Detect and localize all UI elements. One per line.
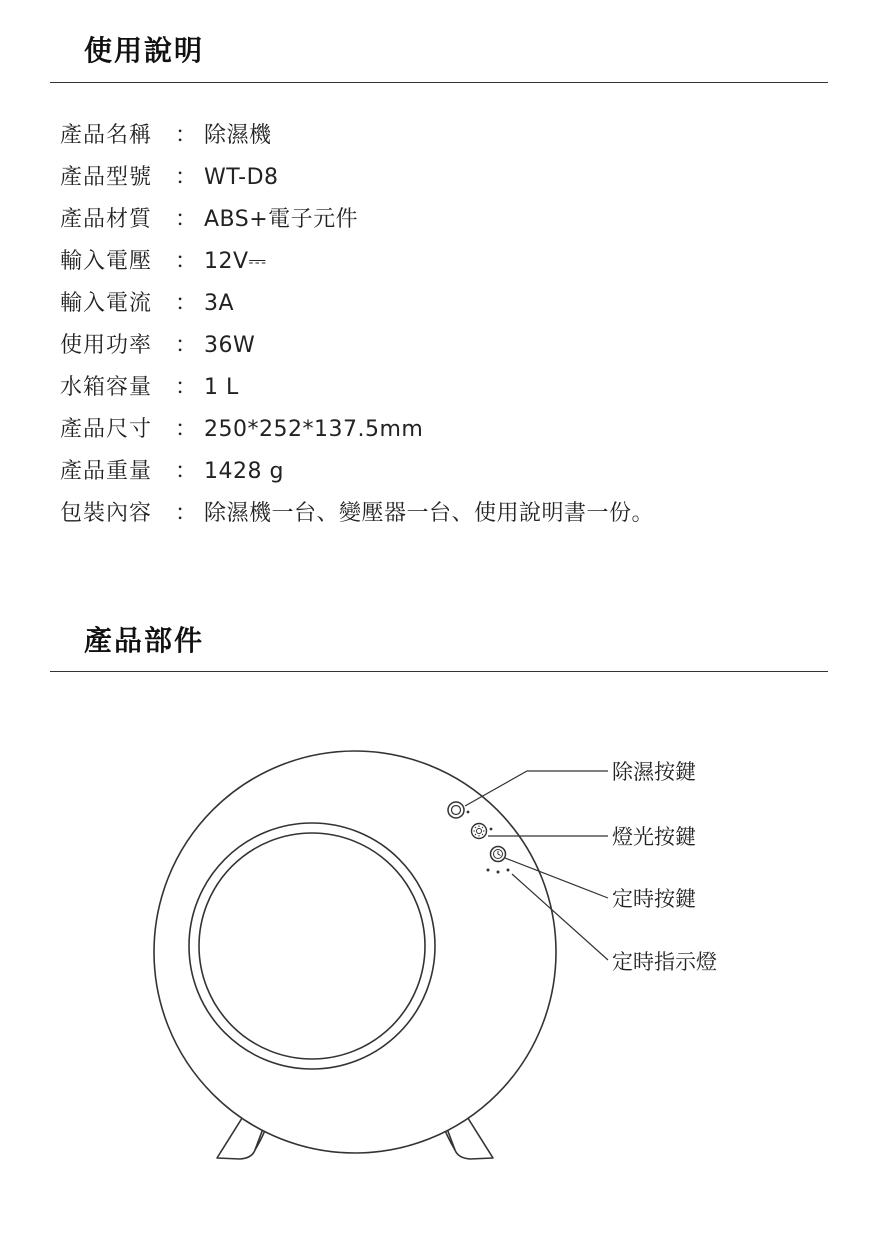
spec-colon: ： xyxy=(174,249,197,274)
spec-row-tank-capacity xyxy=(60,367,654,409)
spec-colon: ： xyxy=(174,375,197,400)
callout-timer-indicator: 定時指示燈 xyxy=(612,950,717,974)
spec-label: 產品尺寸 xyxy=(60,417,153,442)
spec-value: 36W xyxy=(204,333,256,358)
spec-value: 3A xyxy=(204,291,235,316)
spec-colon: ： xyxy=(174,165,197,190)
spec-value: 12V⎓ xyxy=(204,249,267,274)
spec-row-package-contents xyxy=(60,493,654,535)
spec-value: 1 L xyxy=(204,375,239,400)
spec-label: 水箱容量 xyxy=(60,375,153,400)
spec-colon: ： xyxy=(174,459,197,484)
spec-row-weight xyxy=(60,451,654,493)
spec-value: ABS+電子元件 xyxy=(204,207,359,232)
spec-row-dimensions xyxy=(60,409,654,451)
spec-value: 250*252*137.5mm xyxy=(204,417,424,442)
spec-label: 輸入電壓 xyxy=(60,249,153,274)
spec-list xyxy=(60,115,654,535)
spec-row-model xyxy=(60,157,654,199)
spec-value: WT-D8 xyxy=(204,165,279,190)
spec-row-input-voltage xyxy=(60,241,654,283)
spec-row-input-current xyxy=(60,283,654,325)
spec-label: 產品材質 xyxy=(60,207,153,232)
spec-value: 1428 g xyxy=(204,459,284,484)
spec-label: 包裝內容 xyxy=(60,501,153,526)
callout-light-button: 燈光按鍵 xyxy=(612,825,696,849)
spec-colon: ： xyxy=(174,333,197,358)
divider xyxy=(50,671,828,672)
instructions-heading: 使用說明 xyxy=(84,34,205,67)
spec-label: 產品名稱 xyxy=(60,123,153,148)
spec-row-product-name xyxy=(60,115,654,157)
spec-label: 產品重量 xyxy=(60,459,153,484)
spec-row-power xyxy=(60,325,654,367)
spec-colon: ： xyxy=(174,207,197,232)
spec-colon: ： xyxy=(174,417,197,442)
product-parts-diagram xyxy=(0,700,875,1200)
spec-colon: ： xyxy=(174,291,197,316)
spec-value: 除濕機一台、變壓器一台、使用說明書一份。 xyxy=(204,501,655,526)
callout-dehumidify-button: 除濕按鍵 xyxy=(612,760,696,784)
dehumidifier-body xyxy=(154,751,556,1153)
spec-value: 除濕機 xyxy=(204,123,272,148)
spec-label: 輸入電流 xyxy=(60,291,153,316)
spec-row-material xyxy=(60,199,654,241)
divider xyxy=(50,82,828,83)
parts-heading: 產品部件 xyxy=(84,624,205,657)
spec-colon: ： xyxy=(174,123,197,148)
spec-label: 產品型號 xyxy=(60,165,153,190)
spec-label: 使用功率 xyxy=(60,333,153,358)
callout-timer-button: 定時按鍵 xyxy=(612,887,696,911)
spec-colon: ： xyxy=(174,501,197,526)
